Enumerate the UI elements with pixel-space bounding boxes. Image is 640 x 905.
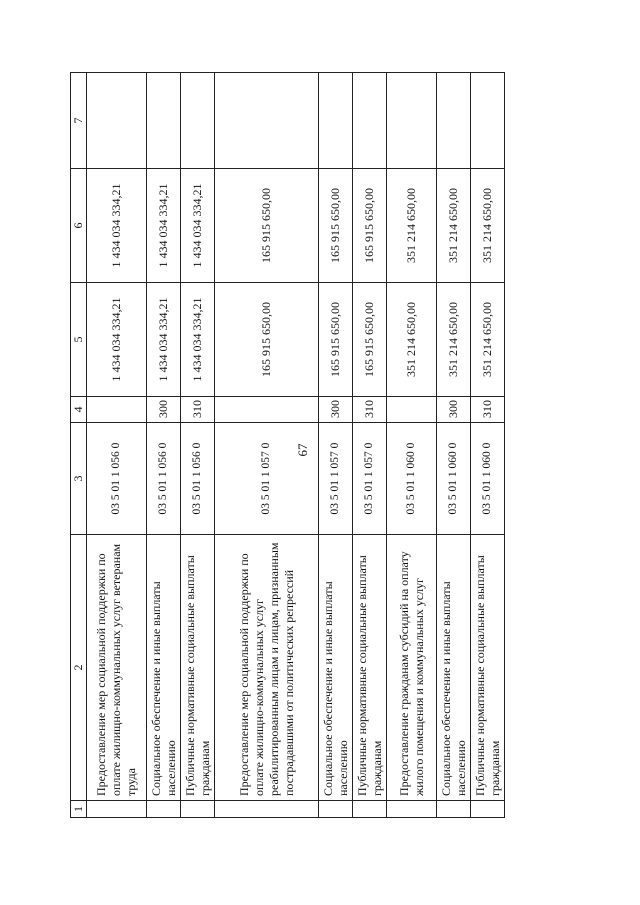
table-row xyxy=(387,73,437,818)
expense-type-cell xyxy=(387,397,437,423)
col7-cell xyxy=(147,73,181,169)
amount-col6-cell: 165 915 650,00 xyxy=(319,169,353,283)
col-header-5: 5 xyxy=(71,283,87,397)
row-number-cell xyxy=(319,801,353,818)
amount-col5-cell: 165 915 650,00 xyxy=(353,283,387,397)
expense-type-cell: 310 xyxy=(181,397,215,423)
target-code-cell: 03 5 01 1 057 0 xyxy=(215,423,319,535)
target-code-cell: 03 5 01 1 057 0 xyxy=(319,423,353,535)
col-header-6: 6 xyxy=(71,169,87,283)
amount-col6-cell: 351 214 650,00 xyxy=(471,169,505,283)
amount-col6-cell: 1 434 034 334,21 xyxy=(181,169,215,283)
col7-cell xyxy=(181,73,215,169)
amount-col6-cell: 1 434 034 334,21 xyxy=(87,169,147,283)
row-number-cell xyxy=(387,801,437,818)
target-code-cell: 03 5 01 1 056 0 xyxy=(181,423,215,535)
item-name-cell: Социальное обеспечение и иные выплаты населению xyxy=(437,535,471,801)
col7-cell xyxy=(437,73,471,169)
item-name-cell: Социальное обеспечение и иные выплаты населению xyxy=(319,535,353,801)
col-header-3: 3 xyxy=(71,423,87,535)
table-row xyxy=(215,73,319,818)
expense-type-cell: 310 xyxy=(471,397,505,423)
col-header-2: 2 xyxy=(71,535,87,801)
amount-col5-cell: 1 434 034 334,21 xyxy=(87,283,147,397)
row-number-cell xyxy=(87,801,147,818)
row-number-cell xyxy=(471,801,505,818)
row-number-cell xyxy=(147,801,181,818)
amount-col6-cell: 165 915 650,00 xyxy=(353,169,387,283)
table-row xyxy=(87,73,147,818)
amount-col5-cell: 351 214 650,00 xyxy=(437,283,471,397)
item-name-cell: Предоставление гражданам субсидий на оплату жилого помещения и коммунальных услуг xyxy=(387,535,437,801)
amount-col6-cell: 1 434 034 334,21 xyxy=(147,169,181,283)
item-name-cell: Предоставление мер социальной поддержки по оплате жилищно-коммунальных услуг реабилитированным лицам и лицам, признанным пострадавшими от политических репрессий xyxy=(215,535,319,801)
table-row xyxy=(437,73,471,818)
budget-table xyxy=(70,72,505,818)
page-number: 67 xyxy=(295,443,310,457)
col-header-7: 7 xyxy=(71,73,87,169)
col7-cell xyxy=(471,73,505,169)
expense-type-cell: 300 xyxy=(319,397,353,423)
rotated-table-wrapper xyxy=(70,73,502,818)
amount-col6-cell: 165 915 650,00 xyxy=(215,169,319,283)
amount-col5-cell: 351 214 650,00 xyxy=(387,283,437,397)
amount-col5-cell: 1 434 034 334,21 xyxy=(181,283,215,397)
amount-col5-cell: 351 214 650,00 xyxy=(471,283,505,397)
table-row xyxy=(147,73,181,818)
target-code-cell: 03 5 01 1 060 0 xyxy=(437,423,471,535)
item-name-cell: Публичные нормативные социальные выплаты гражданам xyxy=(353,535,387,801)
target-code-cell: 03 5 01 1 056 0 xyxy=(87,423,147,535)
target-code-cell: 03 5 01 1 060 0 xyxy=(387,423,437,535)
amount-col5-cell: 165 915 650,00 xyxy=(319,283,353,397)
item-name-cell: Публичные нормативные социальные выплаты гражданам xyxy=(471,535,505,801)
col-header-1: 1 xyxy=(71,801,87,818)
col7-cell xyxy=(387,73,437,169)
table-row xyxy=(319,73,353,818)
amount-col5-cell: 1 434 034 334,21 xyxy=(147,283,181,397)
row-number-cell xyxy=(353,801,387,818)
table-row xyxy=(353,73,387,818)
row-number-cell xyxy=(181,801,215,818)
row-number-cell xyxy=(437,801,471,818)
item-name-cell: Публичные нормативные социальные выплаты гражданам xyxy=(181,535,215,801)
col7-cell xyxy=(353,73,387,169)
item-name-cell: Социальное обеспечение и иные выплаты населению xyxy=(147,535,181,801)
table-row xyxy=(181,73,215,818)
header-row xyxy=(71,73,87,818)
col7-cell xyxy=(87,73,147,169)
table-row xyxy=(471,73,505,818)
target-code-cell: 03 5 01 1 060 0 xyxy=(471,423,505,535)
expense-type-cell xyxy=(87,397,147,423)
target-code-cell: 03 5 01 1 057 0 xyxy=(353,423,387,535)
expense-type-cell: 310 xyxy=(353,397,387,423)
expense-type-cell: 300 xyxy=(437,397,471,423)
target-code-cell: 03 5 01 1 056 0 xyxy=(147,423,181,535)
item-name-cell: Предоставление мер социальной поддержки по оплате жилищно-коммунальных услуг ветеранам труда xyxy=(87,535,147,801)
amount-col6-cell: 351 214 650,00 xyxy=(437,169,471,283)
amount-col6-cell: 351 214 650,00 xyxy=(387,169,437,283)
expense-type-cell: 300 xyxy=(147,397,181,423)
amount-col5-cell: 165 915 650,00 xyxy=(215,283,319,397)
col7-cell xyxy=(319,73,353,169)
col-header-4: 4 xyxy=(71,397,87,423)
row-number-cell xyxy=(215,801,319,818)
expense-type-cell xyxy=(215,397,319,423)
col7-cell xyxy=(215,73,319,169)
